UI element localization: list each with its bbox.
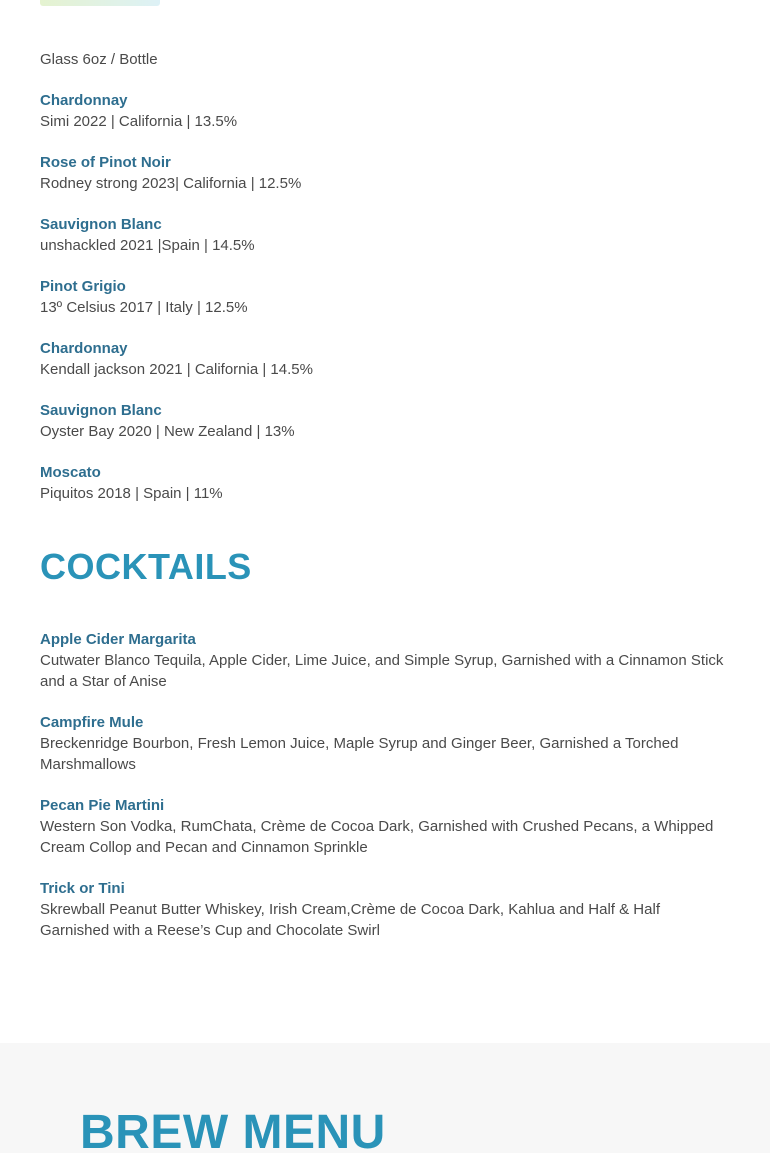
heading-fragment [40, 0, 160, 6]
brew-menu-title: BREW MENU [80, 1106, 386, 1153]
cocktail-item [40, 795, 730, 878]
wine-item [40, 276, 730, 338]
wine-item [40, 462, 730, 524]
cocktail-item [40, 629, 730, 712]
wine-details: Kendall jackson 2021 | California | 14.5% [40, 361, 313, 378]
cocktail-name: Campfire Mule [40, 714, 144, 731]
cocktails-section-title: COCKTAILS [40, 546, 252, 587]
wine-name: Moscato [40, 464, 101, 481]
wine-name: Rose of Pinot Noir [40, 154, 171, 171]
cocktail-description: Cutwater Blanco Tequila, Apple Cider, Lime Juice, and Simple Syrup, Garnished with a Cinnamon Stick and a Star of Anise [40, 652, 724, 690]
wine-name: Chardonnay [40, 92, 128, 109]
serving-size-note: Glass 6oz / Bottle [40, 51, 158, 68]
wine-name: Chardonnay [40, 340, 128, 357]
cocktail-description: Western Son Vodka, RumChata, Crème de Cocoa Dark, Garnished with Crushed Pecans, a Whipped Cream Collop and Pecan and Cinnamon Sprinkle [40, 818, 714, 856]
wine-details: 13º Celsius 2017 | Italy | 12.5% [40, 299, 248, 316]
wine-item [40, 338, 730, 400]
cocktail-name: Pecan Pie Martini [40, 797, 165, 814]
wine-name: Sauvignon Blanc [40, 402, 162, 419]
cocktail-description: Breckenridge Bourbon, Fresh Lemon Juice, Maple Syrup and Ginger Beer, Garnished a Torched Marshmallows [40, 735, 679, 773]
cocktail-name: Apple Cider Margarita [40, 631, 196, 648]
wine-details: Simi 2022 | California | 13.5% [40, 113, 238, 130]
wine-details: Rodney strong 2023| California | 12.5% [40, 175, 302, 192]
cocktail-name: Trick or Tini [40, 880, 125, 897]
wine-item [40, 152, 730, 214]
wine-item [40, 214, 730, 276]
cocktail-item [40, 878, 730, 961]
cocktail-list [40, 629, 730, 961]
wine-details: Oyster Bay 2020 | New Zealand | 13% [40, 423, 295, 440]
wine-details: Piquitos 2018 | Spain | 11% [40, 485, 223, 502]
brew-menu-section [0, 1043, 770, 1153]
wine-details: unshackled 2021 |Spain | 14.5% [40, 237, 255, 254]
cocktail-item [40, 712, 730, 795]
wine-list [40, 90, 730, 524]
wine-item [40, 400, 730, 462]
cocktail-description: Skrewball Peanut Butter Whiskey, Irish Cream,Crème de Cocoa Dark, Kahlua and Half & Half Garnished with a Reese’s Cup and Chocolate Swirl [40, 901, 660, 939]
wine-name: Pinot Grigio [40, 278, 126, 295]
wine-item [40, 90, 730, 152]
wine-name: Sauvignon Blanc [40, 216, 162, 233]
